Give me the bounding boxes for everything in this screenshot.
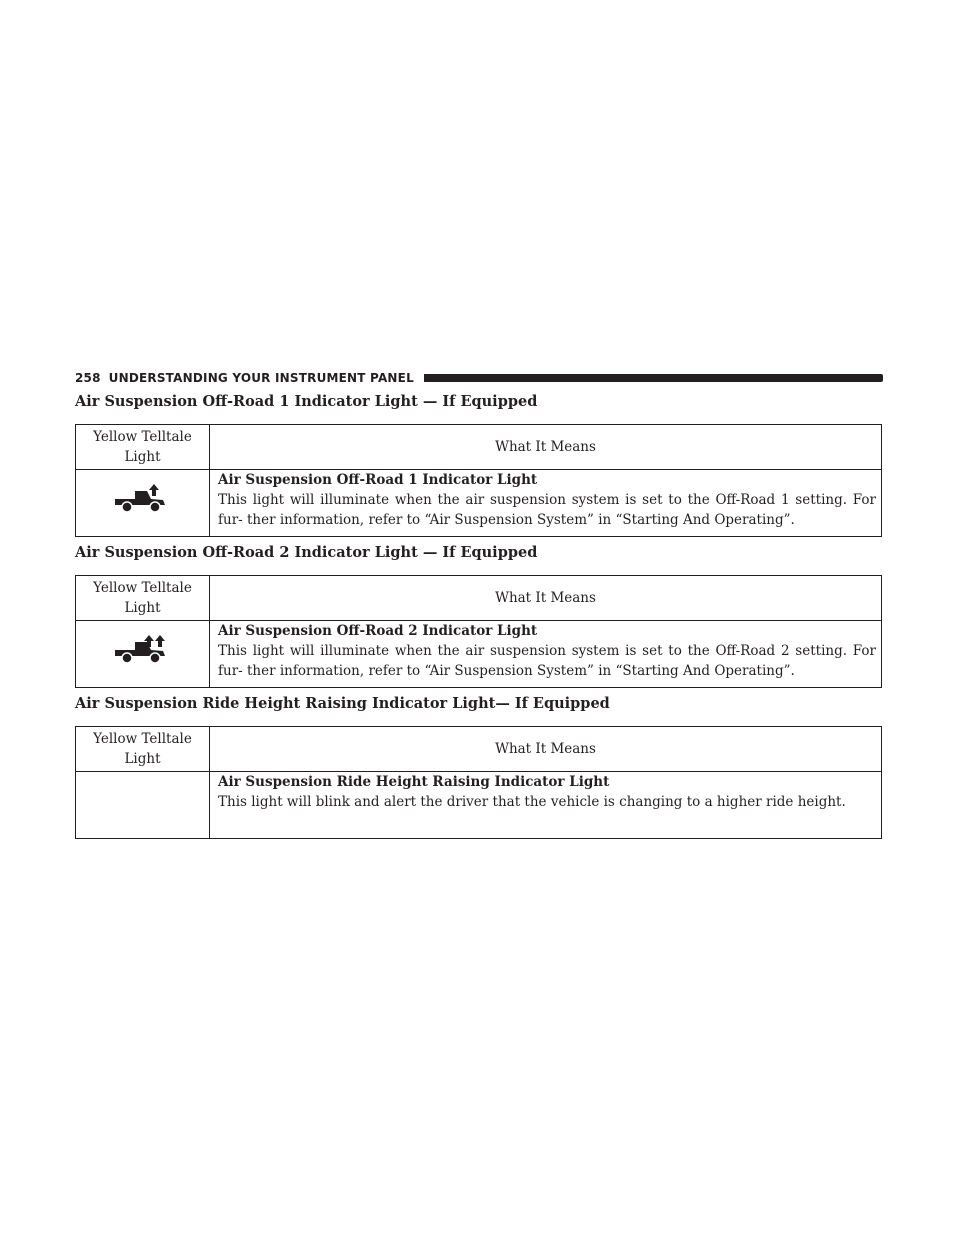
table-row [76, 621, 882, 688]
table-header-row [76, 576, 882, 621]
description-title: Air Suspension Ride Height Raising Indicator Light [218, 774, 610, 790]
description-text: This light will illuminate when the air suspension system is set to the Off-Road 2 setting. For fur- ther information, refer to “Air Suspension System” in “Starting And Operating”. [218, 643, 876, 679]
truck-raise-one-arrow-icon [113, 482, 173, 518]
header-rule [424, 374, 883, 382]
icon-cell [76, 470, 210, 537]
description-title: Air Suspension Off-Road 2 Indicator Light [218, 623, 538, 639]
truck-raise-two-arrows-icon [113, 633, 173, 669]
description-cell [210, 470, 882, 537]
icon-cell [76, 772, 210, 839]
header-what-it-means: What It Means [210, 576, 882, 621]
description-title: Air Suspension Off-Road 1 Indicator Light [218, 472, 538, 488]
description-cell [210, 621, 882, 688]
description-text: This light will illuminate when the air suspension system is set to the Off-Road 1 setting. For fur- ther information, refer to “Air Suspension System” in “Starting And Operating”. [218, 492, 876, 528]
section-heading-off-road-1: Air Suspension Off-Road 1 Indicator Light — If Equipped [75, 393, 538, 410]
table-row [76, 772, 882, 839]
header-yellow-telltale-light: Yellow Telltale Light [76, 727, 210, 772]
chapter-title: UNDERSTANDING YOUR INSTRUMENT PANEL [108, 371, 414, 385]
telltale-table-ride-height-raising [75, 726, 882, 839]
section-heading-off-road-2: Air Suspension Off-Road 2 Indicator Light — If Equipped [75, 544, 538, 561]
header-what-it-means: What It Means [210, 425, 882, 470]
header-what-it-means: What It Means [210, 727, 882, 772]
table-header-row [76, 425, 882, 470]
icon-cell [76, 621, 210, 688]
page-number: 258 [75, 371, 101, 385]
section-heading-ride-height-raising: Air Suspension Ride Height Raising Indicator Light— If Equipped [75, 695, 610, 712]
page-header [75, 370, 883, 386]
telltale-table-off-road-1 [75, 424, 882, 537]
table-header-row [76, 727, 882, 772]
header-yellow-telltale-light: Yellow Telltale Light [76, 425, 210, 470]
telltale-table-off-road-2 [75, 575, 882, 688]
table-row [76, 470, 882, 537]
header-yellow-telltale-light: Yellow Telltale Light [76, 576, 210, 621]
description-cell [210, 772, 882, 839]
description-text: This light will blink and alert the driver that the vehicle is changing to a higher ride height. [218, 794, 846, 810]
